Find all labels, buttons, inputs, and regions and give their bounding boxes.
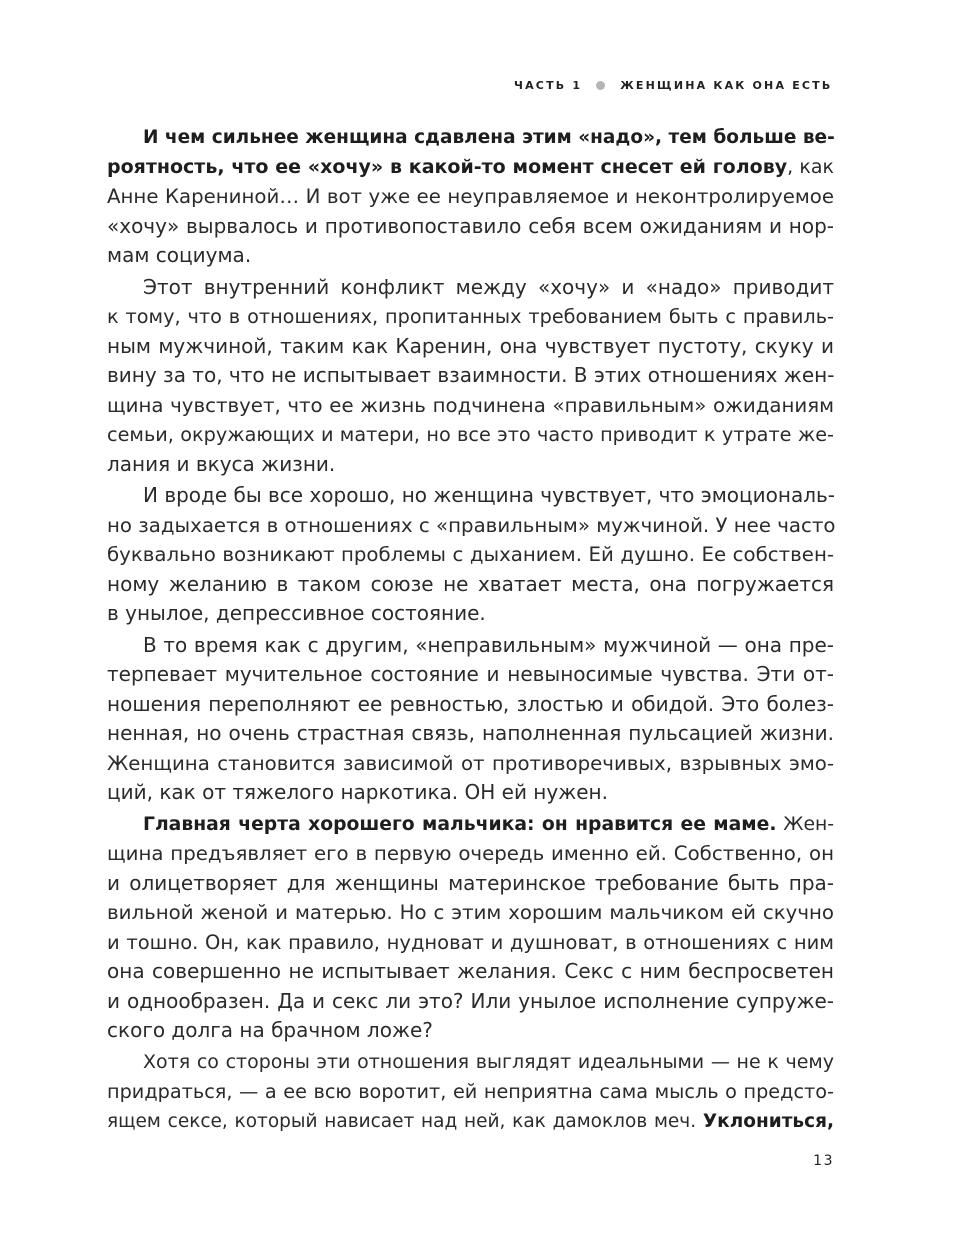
text-line [107, 928, 834, 958]
text-run: вильной женой и матерью. Но с этим хорошим мальчиком ей скучно [107, 901, 834, 924]
text-run: ному желанию в таком союзе не хватает места, она погружается [107, 571, 834, 596]
text-line [107, 241, 834, 271]
text-run: щина предъявляет его в первую очередь именно ей. Собственно, он [107, 842, 834, 865]
text-run: ношения переполняют ее ревностью, злостью и обидой. Это болез- [107, 691, 834, 716]
text-line [107, 987, 834, 1017]
text-run: она совершенно не испытывает желания. Секс с ним беспросветен [107, 959, 834, 983]
text-line [107, 869, 834, 899]
text-run: щина чувствует, что ее жизнь подчинена «правильным» ожиданиям [107, 393, 834, 417]
bold-text: Главная черта хорошего мальчика: он нравится ее маме. [143, 813, 777, 835]
text-line [107, 1077, 834, 1107]
text-line [107, 273, 834, 303]
bold-text: Уклониться, [702, 1110, 834, 1132]
text-run: к тому, что в отношениях, пропитанных требованием быть с правиль- [107, 305, 834, 328]
bold-text: И чем сильнее женщина сдавлена этим «надо», тем больше ве- [143, 127, 835, 148]
text-line [107, 599, 834, 629]
text-run: лания и вкуса жизни. [107, 451, 336, 476]
text-line [107, 749, 834, 779]
text-run: «хочу» вырвалось и противопоставило себя всем ожиданиям и нор- [107, 213, 834, 238]
text-run: и тошно. Он, как правило, нудноват и душноват, в отношениях с ним [107, 930, 834, 954]
text-run: мам социума. [107, 243, 252, 267]
text-run: Хотя со стороны эти отношения выглядят идеальными — не к чему [143, 1050, 834, 1073]
body-text [107, 123, 834, 1136]
text-line [107, 302, 834, 332]
text-line [107, 391, 834, 421]
text-line [107, 361, 834, 391]
text-line [107, 332, 834, 362]
text-run: ненная, но очень страстная связь, наполненная пульсацией жизни. [107, 721, 834, 745]
text-run: и олицетворяет для женщины материнское требование быть пра- [107, 870, 834, 895]
text-run: придраться, — а ее всю воротит, ей неприятна сама мысль о предсто- [107, 1080, 834, 1103]
text-run: в унылое, депрессивное состояние. [107, 601, 486, 625]
text-run: В то время как с другим, «неправильным» мужчиной — она пре- [143, 632, 834, 657]
text-line [107, 660, 834, 690]
text-line [107, 481, 834, 511]
text-line [107, 778, 834, 808]
text-line [107, 182, 834, 212]
text-line [107, 898, 834, 928]
bold-text: роятность, что ее «хочу» в какой-то момент снесет ей голову [107, 155, 788, 178]
text-run: Анне Карениной… И вот уже ее неуправляемое и неконтролируемое [107, 185, 834, 208]
text-run: терпевает мучительное состояние и невыносимые чувства. Эти от- [107, 662, 834, 686]
text-run: и однообразен. Да и секс ли это? Или унылое исполнение супруже- [107, 988, 834, 1013]
text-line [107, 570, 834, 600]
text-run: Жен- [776, 813, 835, 835]
text-run: И вроде бы все хорошо, но женщина чувствует, что эмоциональ- [143, 483, 836, 507]
text-line [107, 839, 834, 869]
text-run: буквально возникают проблемы с дыханием. Ей душно. Ее собствен- [107, 543, 834, 566]
text-line [107, 123, 834, 153]
page-number: 13 [813, 1153, 834, 1169]
text-run: Этот внутренний конфликт между «хочу» и «надо» приводит [143, 274, 834, 299]
text-line [107, 957, 834, 987]
text-run: Женщина становится зависимой от противоречивых, взрывных эмо- [107, 751, 834, 775]
running-head-title: ЖЕНЩИНА КАК ОНА ЕСТЬ [620, 78, 833, 92]
text-line [107, 631, 834, 661]
text-line [107, 450, 834, 480]
text-run: семьи, окружающих и матери, но все это часто приводит к утрате же- [107, 423, 834, 446]
text-run: , как [787, 155, 834, 178]
text-run: ным мужчиной, таким как Каренин, она чувствует пустоту, скуку и [107, 333, 834, 358]
running-head-part: ЧАСТЬ 1 [514, 78, 583, 92]
separator-dot-icon [596, 81, 605, 90]
text-run: вину за то, что не испытывает взаимности. В этих отношениях жен- [107, 363, 835, 387]
text-line [107, 690, 834, 720]
text-line [107, 1048, 834, 1078]
text-line [107, 1016, 834, 1046]
text-line [107, 719, 834, 749]
text-line [107, 810, 834, 840]
text-line [107, 1107, 834, 1137]
text-line [107, 212, 834, 242]
text-run: но задыхается в отношениях с «правильным» мужчиной. У нее часто [107, 513, 836, 537]
text-line [107, 153, 834, 183]
text-line [107, 420, 834, 450]
running-head [514, 75, 834, 95]
text-run: ского долга на брачном ложе? [107, 1018, 433, 1042]
text-line [107, 511, 834, 541]
text-run: ящем сексе, который нависает над ней, как дамоклов меч. [107, 1110, 703, 1132]
text-line [107, 540, 834, 570]
text-run: ций, как от тяжелого наркотика. ОН ей нужен. [107, 780, 608, 804]
